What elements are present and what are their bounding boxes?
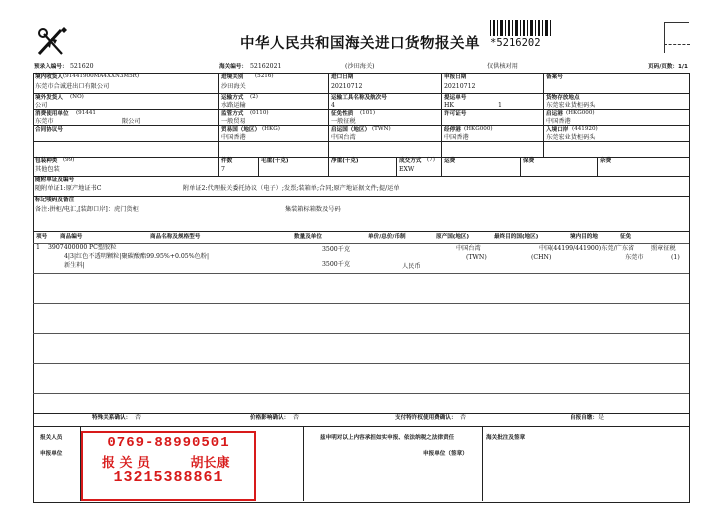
barcode-number: *5216202	[490, 37, 541, 49]
preentry-label: 预录入编号：	[34, 64, 68, 70]
trade-country-label: 贸易国（地区）	[221, 127, 261, 133]
consumer-code: (91441	[76, 110, 96, 116]
bol-value-suffix: 1	[498, 102, 502, 109]
levy-value: 一般征税	[331, 118, 356, 125]
storage-label: 货物存放地点	[546, 95, 580, 101]
pieces-label: 件数	[221, 158, 233, 164]
transport-code: (2)	[250, 94, 258, 100]
consignee-label: 境内收货人	[35, 74, 63, 80]
declare-date-value: 20210712	[444, 83, 476, 90]
container-label: 集装箱标箱数及号码	[285, 206, 341, 213]
entry-place-label: 入境口岸	[546, 127, 569, 133]
trade-country-code: (HKG)	[262, 126, 280, 132]
item-domestic-dest: (44199/441900)东莞/广东省	[551, 245, 635, 252]
stamp-name: 胡长康	[190, 456, 230, 471]
col-levy: 征免	[620, 234, 632, 240]
origin-country-label: 启运国（地区）	[331, 127, 371, 133]
entry-port-code: (5216)	[255, 73, 274, 79]
customs-name: (沙田海关)	[345, 63, 375, 70]
item-name: PC塑胶粒	[89, 244, 117, 251]
insurance-label: 保费	[523, 158, 535, 164]
entry-port-value: 沙田海关	[221, 83, 246, 90]
col-hs-code: 商品编号	[60, 234, 83, 240]
pack-label: 包装种类	[35, 158, 58, 164]
self-pay-label: 自报自缴：	[570, 415, 598, 421]
item-origin-code: (TWN)	[466, 254, 487, 261]
depart-port-value: 中国香港	[546, 118, 571, 125]
item-destination-code: (CHN)	[531, 254, 552, 261]
entry-place-code: (441920)	[572, 126, 598, 132]
special-relation-value: 否	[135, 414, 142, 421]
misc-fee-label: 杂费	[600, 158, 612, 164]
bol-value: HK	[444, 102, 455, 109]
gross-weight-label: 毛重(千克)	[261, 158, 289, 164]
net-weight-label: 净重(千克)	[331, 158, 359, 164]
terms-label: 成交方式	[399, 158, 422, 164]
corner-mark	[664, 22, 689, 53]
transit-port-label: 经停港	[444, 127, 461, 133]
self-pay-value: 是	[598, 414, 605, 421]
item-qty-1: 3500千克	[322, 246, 351, 253]
record-no-label: 备案号	[546, 74, 563, 80]
remarks-line: 备注:拼柜/电汇,[装卸口岸]：虎门货柜	[35, 206, 139, 213]
remarks-label: 标记唛码及备注	[35, 197, 75, 203]
storage-value: 东莞宏业货柜码头	[546, 102, 596, 109]
price-impact-value: 否	[293, 414, 300, 421]
stamp-mobile: 13215388861	[113, 469, 224, 486]
consignee-name: 东莞市合诚进出口有限公司	[35, 83, 110, 90]
contract-label: 合同协议号	[35, 127, 63, 133]
col-origin: 原产国(地区)	[436, 234, 470, 240]
terms-value: EXW	[399, 166, 415, 173]
col-goods-name: 商品名称及规格型号	[150, 234, 201, 240]
item-destination: 中国	[539, 245, 552, 252]
terms-code: (7)	[427, 157, 435, 163]
royalty-value: 否	[460, 414, 467, 421]
entry-port-label: 进境关别	[221, 74, 244, 80]
depart-port-label: 启运港	[546, 111, 563, 117]
transit-port-code: (HKG000)	[464, 126, 493, 132]
stamp-phone: 0769-88990501	[107, 435, 230, 451]
item-currency: 人民币	[402, 263, 421, 270]
item-qty-2: 3500千克	[322, 261, 351, 268]
consumer-name-suffix: 限公司	[122, 118, 141, 125]
legal-statement: 兹申明对以上内容承担如实申报、依法纳税之法律责任	[320, 435, 455, 441]
bol-label: 提运单号	[444, 95, 467, 101]
customs-no-value: 52162021	[250, 63, 282, 70]
trade-country-value: 中国香港	[221, 134, 246, 141]
unit-seal-label: 申报单位（签章）	[423, 451, 468, 457]
import-date-label: 进口日期	[331, 74, 354, 80]
import-date-value: 20210712	[331, 83, 363, 90]
royalty-label: 支付特许权使用费确认：	[395, 415, 457, 421]
docs-label: 随附单证及编号	[35, 177, 75, 183]
origin-country-code: (TWN)	[372, 126, 391, 132]
vessel-label: 运输工具名称及航次号	[331, 95, 387, 101]
col-domestic-dest: 境内目的地	[570, 234, 598, 240]
col-price: 单价/总价/币制	[368, 234, 406, 240]
docs-line-2: 附单证2:代理报关委托协议（电子）;发票;装箱单;合同;原产地证据文件;提/运单	[183, 185, 400, 192]
declarant-unit-label: 申报单位	[40, 451, 63, 457]
bonded-note: 仅供核对用	[487, 63, 518, 70]
transport-value: 水路运输	[221, 102, 246, 109]
corner-mark	[664, 44, 690, 45]
levy-code: (101)	[360, 110, 376, 116]
document-title: 中华人民共和国海关进口货物报关单	[240, 36, 480, 52]
item-spec: 4|3|红色不透明颗粒|聚碳酸酯99.95%+0.05%色粉|	[64, 253, 210, 260]
transport-label: 运输方式	[221, 95, 244, 101]
col-destination: 最终目的国(地区)	[494, 234, 539, 240]
item-levy-code: (1)	[671, 254, 680, 261]
shipper-code: (NO)	[70, 94, 84, 100]
entry-place-value: 东莞宏业货柜码头	[546, 134, 596, 141]
consignee-code: (91441900MA4XXN3M5R)	[63, 73, 140, 79]
item-spec-cont: 新生料|	[64, 262, 85, 269]
supervision-code: (0110)	[250, 110, 269, 116]
item-levy: 照章征税	[651, 245, 676, 252]
license-label: 许可证号	[444, 111, 467, 117]
customs-approval-label: 海关批注及签章	[486, 435, 526, 441]
preentry-value: 521620	[70, 63, 94, 70]
supervision-label: 监管方式	[221, 111, 244, 117]
col-item-no: 项号	[36, 234, 48, 240]
pack-value: 其他包装	[35, 166, 60, 173]
declarant-label: 报关人员	[40, 435, 63, 441]
item-no: 1	[36, 244, 40, 251]
freight-label: 运费	[444, 158, 456, 164]
customs-no-label: 海关编号：	[219, 64, 247, 70]
special-relation-label: 特殊关系确认：	[92, 415, 132, 421]
shipper-label: 境外发货人	[35, 95, 63, 101]
price-impact-label: 价格影响确认：	[250, 415, 290, 421]
declare-date-label: 申报日期	[444, 74, 467, 80]
levy-label: 征免性质	[331, 111, 354, 117]
vessel-value: 4	[331, 102, 335, 109]
consumer-name: 东莞市	[35, 118, 54, 125]
stamp-role: 报 关 员	[101, 456, 151, 471]
transit-port-value: 中国香港	[444, 134, 469, 141]
consumer-label: 消费使用单位	[35, 111, 69, 117]
item-domestic-city: 东莞市	[625, 254, 644, 261]
declarant-stamp	[81, 431, 256, 501]
origin-country-value: 中国台湾	[331, 134, 356, 141]
pieces-value: 7	[221, 166, 225, 173]
col-quantity: 数量及单位	[294, 234, 322, 240]
item-origin: 中国台湾	[456, 245, 481, 252]
barcode	[490, 20, 552, 36]
page-label: 页码/页数：1/1	[648, 64, 688, 70]
item-hs-code: 3907400000	[48, 244, 88, 251]
shipper-value: 公司	[35, 102, 48, 109]
pack-code: (99)	[63, 157, 75, 163]
supervision-value: 一般贸易	[221, 118, 246, 125]
docs-line-1: 随附单证1:原产地证书C	[35, 185, 102, 192]
depart-port-code: (HKG000)	[566, 110, 595, 116]
